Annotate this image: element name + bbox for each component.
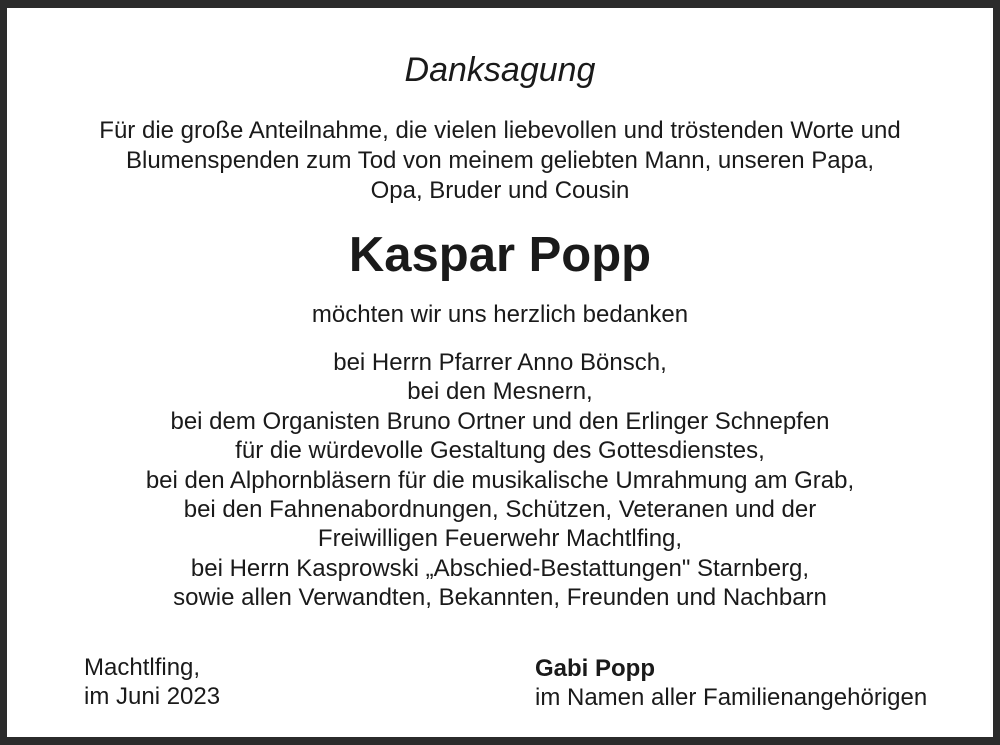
thanks-line: bei Herrn Kasprowski „Abschied-Bestattungen" Starnberg,: [190, 554, 810, 582]
thanks-line: bei den Mesnern,: [407, 378, 593, 406]
intro-line: Für die große Anteilnahme, die vielen liebevollen und tröstenden Worte und: [99, 117, 901, 144]
notice-title: Danksagung: [404, 51, 596, 89]
date-line: im Juni 2023: [84, 683, 221, 710]
intro-text: [7, 116, 993, 206]
thanks-line: bei Herrn Pfarrer Anno Bönsch,: [333, 349, 667, 376]
signer-name: Gabi Popp: [535, 655, 655, 682]
thanks-list: [7, 348, 993, 613]
thanks-line: bei dem Organisten Bruno Ortner und den Erlinger Schnepfen: [170, 407, 830, 435]
thanks-line: bei den Fahnenabordnungen, Schützen, Veteranen und der: [183, 496, 817, 524]
intro-line: Opa, Bruder und Cousin: [370, 177, 630, 204]
thanks-line: sowie allen Verwandten, Bekannten, Freunden und Nachbarn: [173, 584, 827, 612]
thanks-line: bei den Alphornbläsern für die musikalische Umrahmung am Grab,: [145, 466, 855, 494]
thanks-line: für die würdevolle Gestaltung des Gottesdienstes,: [235, 437, 765, 465]
signer-note: im Namen aller Familienangehörigen: [535, 684, 928, 711]
place-date: [84, 653, 220, 711]
signature-block: [535, 654, 927, 712]
thanks-subline: möchten wir uns herzlich bedanken: [311, 301, 689, 328]
intro-line: Blumenspenden zum Tod von meinem geliebten Mann, unseren Papa,: [125, 147, 875, 174]
deceased-name: Kaspar Popp: [348, 228, 652, 282]
thanks-line: Freiwilligen Feuerwehr Machtlfing,: [317, 525, 683, 553]
place-line: Machtlfing,: [84, 654, 201, 681]
